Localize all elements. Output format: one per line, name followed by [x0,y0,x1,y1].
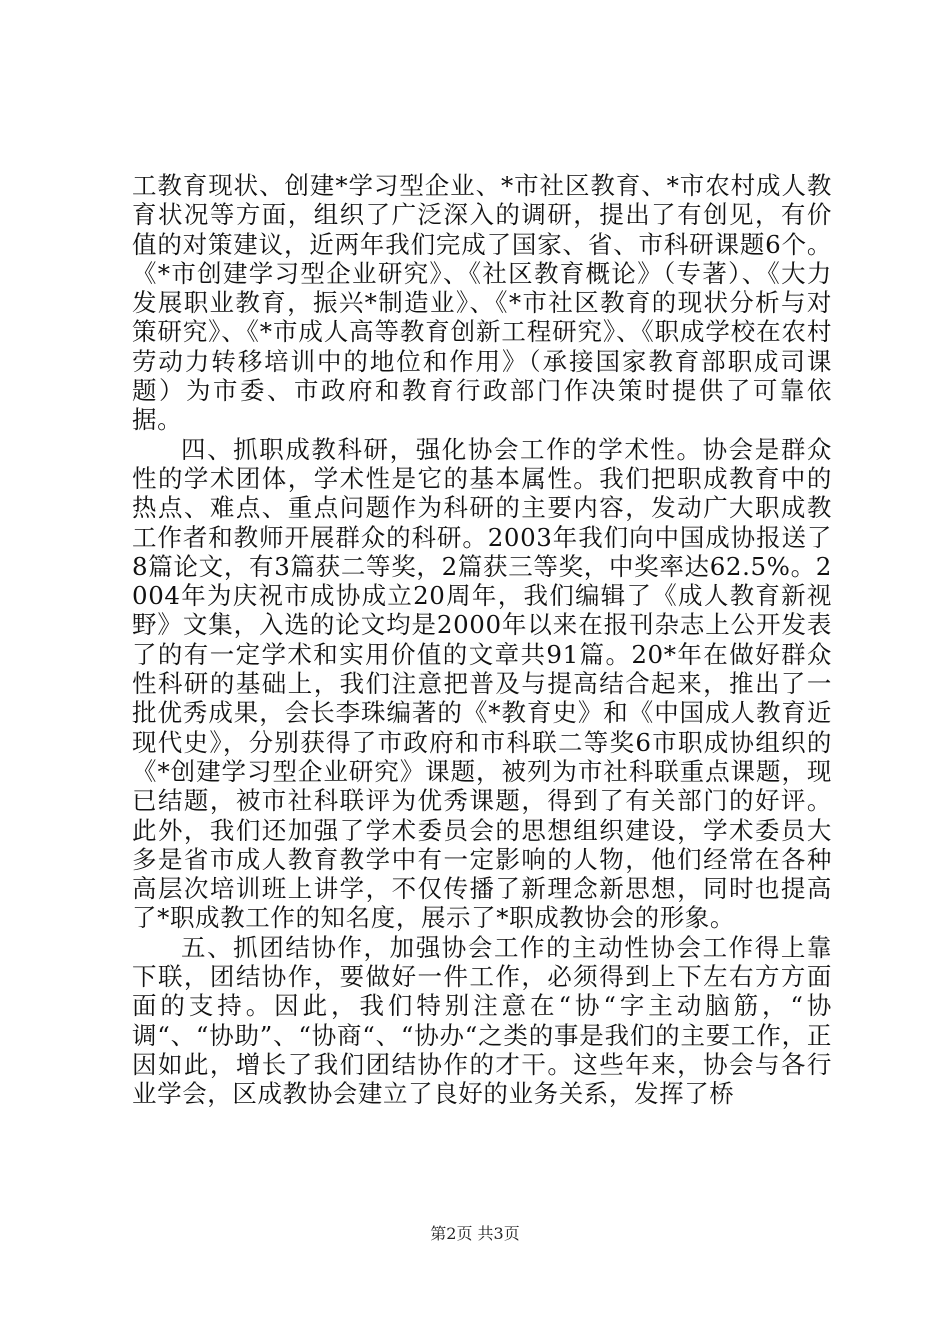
page-footer [0,1224,950,1244]
paragraph-research-continued: 工教育现状、创建*学习型企业、*市社区教育、*市农村成人教育状况等方面，组织了广泛深入的调研，提出了有创见，有价值的对策建议，近两年我们完成了国家、省、市科研课题6个。《*市创建学习型企业研究》、《社区教育概论》（专著）、《大力发展职业教育，振兴*制造业》、《*市社区教育的现状分析与对策研究》、《*市成人高等教育创新工程研究》、《职成学校在农村劳动力转移培训中的地位和作用》（承接国家教育部职成司课题）为市委、市政府和教育行政部门作决策时提供了可靠依据。 [132,171,832,435]
paragraph-section-five-cooperation: 五、抓团结协作，加强协会工作的主动性协会工作得上靠下联，团结协作，要做好一件工作，必须得到上下左右方方面面的支持。因此，我们特别注意在“协“字主动脑筋，“协调“、“协助”、“协商“、“协办“之类的事是我们的主要工作，正因如此，增长了我们团结协作的才干。这些年来，协会与各行业学会，区成教协会建立了良好的业务关系，发挥了桥 [132,932,832,1109]
paragraph-section-four-research: 四、抓职成教科研，强化协会工作的学术性。协会是群众性的学术团体，学术性是它的基本属性。我们把职成教育中的热点、难点、重点问题作为科研的主要内容，发动广大职成教工作者和教师开展群众的科研。2003年我们向中国成协报送了8篇论文，有3篇获二等奖，2篇获三等奖，中奖率达62.5%。2004年为庆祝市成协成立20周年，我们编辑了《成人教育新视野》文集，入选的论文均是2000年以来在报刊杂志上公开发表了的有一定学术和实用价值的文章共91篇。20*年在做好群众性科研的基础上，我们注意把普及与提高结合起来，推出了一批优秀成果，会长李珠编著的《*教育史》和《中国成人教育近现代史》，分别获得了市政府和市科联二等奖6市职成协组织的《*创建学习型企业研究》课题，被列为市社科联重点课题，现已结题，被市社科联评为优秀课题，得到了有关部门的好评。此外，我们还加强了学术委员会的思想组织建设，学术委员大多是省市成人教育教学中有一定影响的人物，他们经常在各种高层次培训班上讲学，不仅传播了新理念新思想，同时也提高了*职成教工作的知名度，展示了*职成教协会的形象。 [132,434,832,933]
page-number-label: 第2页 共3页 [430,1224,520,1243]
document-body [132,171,832,1109]
